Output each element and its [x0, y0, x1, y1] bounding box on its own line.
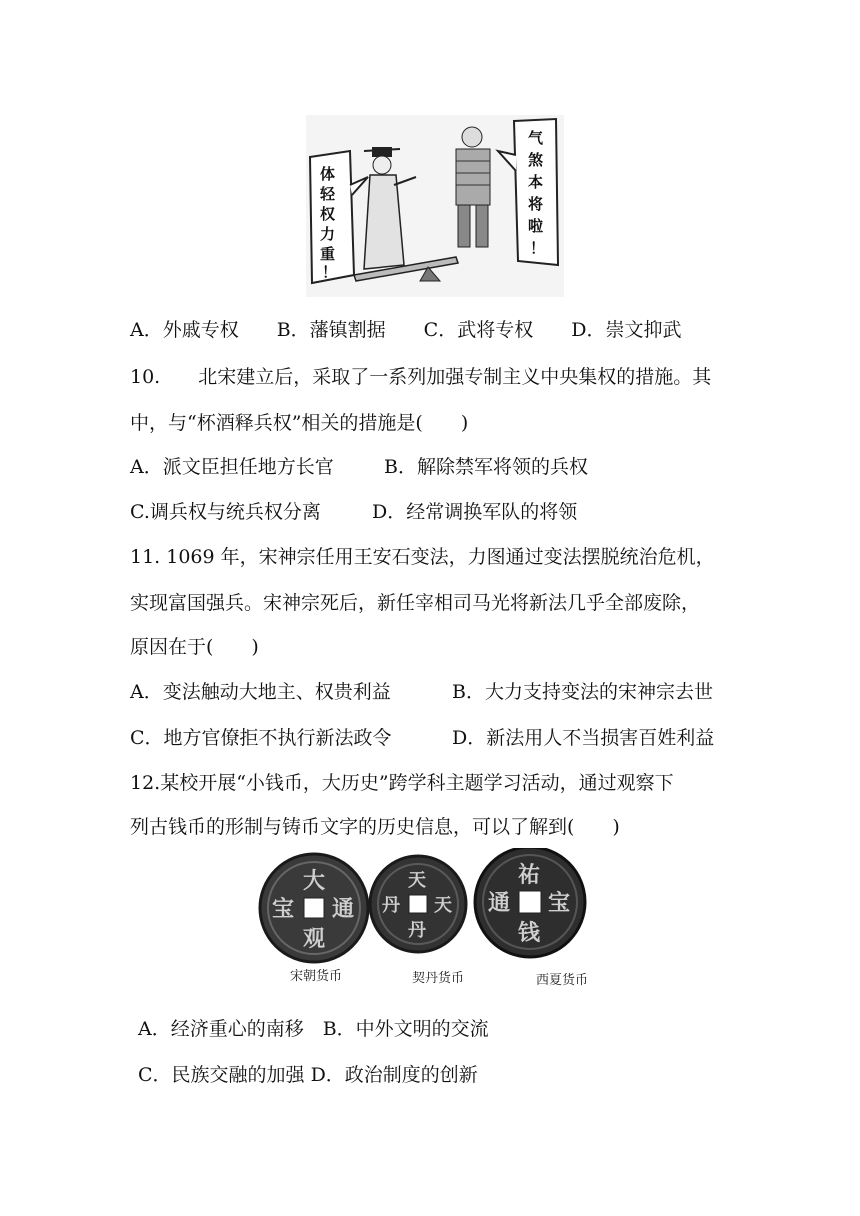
xixia-coin-caption: 西夏货币	[536, 973, 589, 988]
song-coin-char-top: 大	[303, 868, 326, 894]
xixia-coin-char-right: 宝	[548, 890, 571, 916]
xixia-coin-char-bottom: 钱	[518, 920, 541, 946]
q11-option-c: C．地方官僚拒不执行新法政令	[130, 727, 392, 749]
q10-option-c: C.调兵权与统兵权分离	[130, 501, 321, 523]
xixia-coin	[475, 848, 585, 957]
cartoon-illustration	[306, 115, 564, 297]
left-bubble-char-1: 体	[320, 165, 336, 183]
khitan-coin-char-right: 天	[434, 895, 452, 916]
song-coin-char-right: 通	[332, 896, 355, 922]
q12-stem-line1: 12.某校开展“小钱币，大历史”跨学科主题学习活动，通过观察下	[130, 772, 674, 794]
left-bubble-char-6: ！	[322, 263, 338, 281]
song-coin-char-bottom: 观	[303, 926, 326, 952]
khitan-coin-char-left: 丹	[382, 895, 400, 916]
coins-figure	[250, 848, 620, 998]
q10-stem-line1: 10. 北宋建立后，采取了一系列加强专制主义中央集权的措施。其	[130, 366, 712, 388]
q11-stem-line2: 实现富国强兵。宋神宗死后，新任宰相司马光将新法几乎全部废除，	[130, 592, 701, 614]
q11-stem-line1: 11. 1069 年，宋神宗任用王安石变法，力图通过变法摆脱统治危机，	[130, 546, 715, 568]
khitan-coin-char-top: 天	[408, 870, 426, 891]
song-coin-char-left: 宝	[272, 896, 295, 922]
xixia-coin-char-top: 祐	[518, 862, 541, 888]
khitan-coin	[370, 856, 466, 952]
q12-stem-line2: 列古钱币的形制与铸币文字的历史信息，可以了解到( )	[130, 816, 620, 838]
q10-stem-line2: 中，与“杯酒释兵权”相关的措施是( )	[130, 412, 469, 434]
right-bubble-char-5: 啦	[528, 217, 544, 235]
q11-option-a: A．变法触动大地主、权贵利益	[130, 681, 391, 703]
q10-option-b: B．解除禁军将领的兵权	[384, 456, 588, 478]
left-bubble-char-2: 轻	[320, 185, 336, 203]
left-bubble-char-3: 权	[320, 205, 336, 223]
q9-options: A．外戚专权 B．藩镇割据 C．武将专权 D．崇文抑武	[130, 319, 682, 341]
q11-option-b: B．大力支持变法的宋神宗去世	[452, 681, 713, 703]
khitan-coin-char-bottom: 丹	[408, 920, 426, 941]
q11-option-d: D．新法用人不当损害百姓利益	[452, 727, 715, 749]
q10-option-a: A．派文臣担任地方长官	[130, 456, 334, 478]
right-bubble-char-1: 气	[528, 129, 544, 147]
song-coin-caption: 宋朝货币	[290, 969, 343, 984]
khitan-coin-caption: 契丹货币	[412, 971, 465, 986]
q12-options-cd: C．民族交融的加强 D．政治制度的创新	[138, 1064, 478, 1086]
right-bubble-char-3: 本	[528, 173, 544, 191]
right-bubble-char-2: 煞	[528, 151, 544, 169]
q11-stem-line3: 原因在于( )	[130, 636, 259, 658]
song-coin	[260, 854, 368, 962]
right-bubble-char-4: 将	[528, 195, 544, 213]
left-bubble-char-5: 重	[320, 245, 336, 263]
xixia-coin-char-left: 通	[488, 890, 511, 916]
right-bubble-char-6: ！	[530, 239, 546, 257]
q10-option-d: D．经常调换军队的将领	[372, 501, 578, 523]
left-bubble-char-4: 力	[320, 225, 336, 243]
q12-options-ab: A．经济重心的南移 B．中外文明的交流	[138, 1018, 489, 1040]
